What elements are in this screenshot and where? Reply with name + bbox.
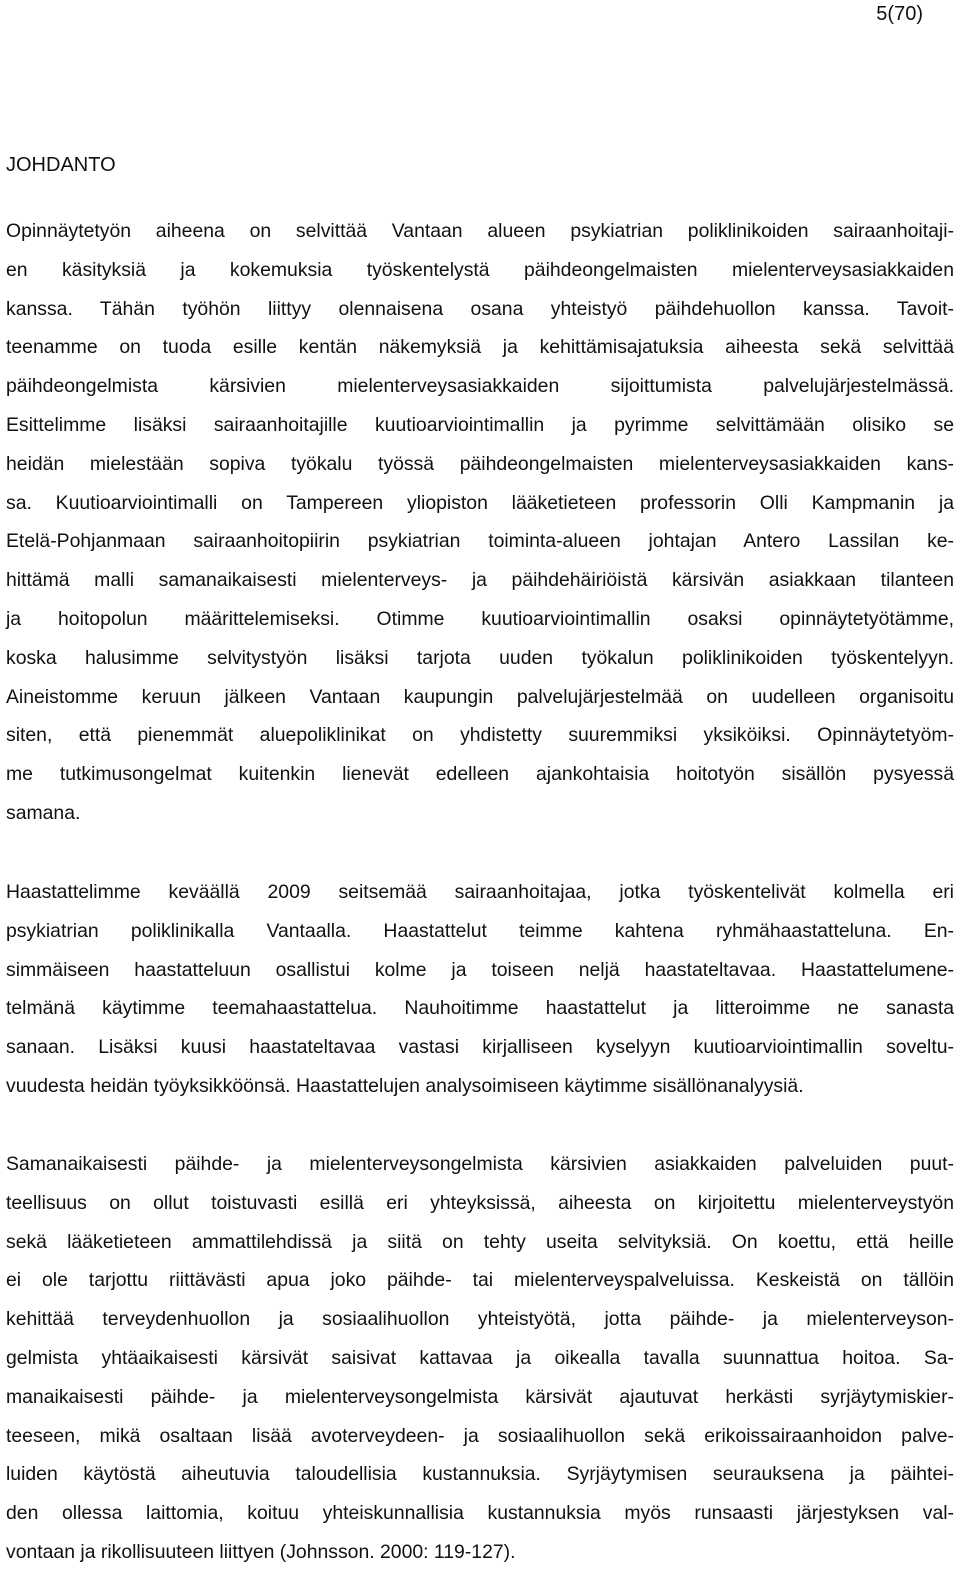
text-line: Etelä-Pohjanmaan sairaanhoitopiirin psykiatrian toiminta-alueen johtajan Antero Lassilan ke- [6, 530, 954, 553]
text-line: vuudesta heidän työyksikköönsä. Haastattelujen analysoimiseen käytimme sisällönanalyysiä. [6, 1074, 804, 1097]
text-line: manaikaisesti päihde- ja mielenterveysongelmista kärsivät ajautuvat herkästi syrjäytymiskier- [6, 1385, 954, 1408]
text-line: Esittelimme lisäksi sairaanhoitajille kuutioarviointimallin ja pyrimme selvittämään olisiko se [6, 413, 954, 436]
text-line: sanaan. Lisäksi kuusi haastateltavaa vastasi kirjalliseen kyselyyn kuutioarviointimallin soveltu- [6, 1036, 954, 1059]
section-heading: JOHDANTO [6, 154, 116, 176]
text-line: teenamme on tuoda esille kentän näkemyksiä ja kehittämisajatuksia aiheesta sekä selvittää [6, 336, 954, 359]
text-line: teeseen, mikä osaltaan lisää avoterveydeen- ja sosiaalihuollon sekä erikoissairaanhoidon palve- [6, 1424, 954, 1447]
text-line: Haastattelimme keväällä 2009 seitsemää sairaanhoitajaa, jotka työskentelivät kolmella eri [6, 881, 954, 903]
text-line: Opinnäytetyön aiheena on selvittää Vantaan alueen psykiatrian poliklinikoiden sairaanhoitaji- [6, 220, 954, 242]
text-line: gelmista yhtäaikaisesti kärsivät saisivat kattavaa ja oikealla tavalla suunnattua hoitoa. Sa- [6, 1346, 954, 1369]
text-line: telmänä käytimme teemahaastattelua. Nauhoitimme haastattelut ja litteroimme ne sanasta [6, 997, 954, 1020]
text-line: sekä lääketieteen ammattilehdissä ja siitä on tehty useita selvityksiä. On koettu, että heille [6, 1230, 954, 1253]
text-line: me tutkimusongelmat kuitenkin lienevät edelleen ajankohtaisia hoitotyön sisällön pysyessä [6, 763, 954, 786]
text-line: simmäiseen haastatteluun osallistui kolme ja toiseen neljä haastateltavaa. Haastattelumene- [6, 958, 954, 981]
text-line: siten, että pienemmät aluepoliklinikat on yhdistetty suuremmiksi yksiköiksi. Opinnäytetyöm- [6, 724, 954, 747]
text-line: kanssa. Tähän työhön liittyy olennaisena osana yhteistyö päihdehuollon kanssa. Tavoit- [6, 297, 954, 320]
text-line: en käsityksiä ja kokemuksia työskentelystä päihdeongelmaisten mielenterveysasiakkaiden [6, 258, 954, 281]
text-line: heidän mielestään sopiva työkalu työssä päihdeongelmaisten mielenterveysasiakkaiden kans- [6, 452, 954, 475]
page-number: 5(70) [876, 3, 923, 25]
text-line: kehittää terveydenhuollon ja sosiaalihuollon yhteistyötä, jotta päihde- ja mielenterveyson- [6, 1308, 954, 1331]
text-line: ei ole tarjottu riittävästi apua joko päihde- tai mielenterveyspalveluissa. Keskeistä on tällöin [6, 1269, 954, 1292]
text-line: teellisuus on ollut toistuvasti esillä eri yhteyksissä, aiheesta on kirjoitettu mielenterveystyön [6, 1191, 954, 1214]
text-line: hittämä malli samanaikaisesti mielenterveys- ja päihdehäiriöistä kärsivän asiakkaan tilanteen [6, 569, 954, 592]
text-line: ja hoitopolun määrittelemiseksi. Otimme kuutioarviointimallin osaksi opinnäytetyötämme, [6, 607, 954, 630]
text-line: luiden käytöstä aiheutuvia taloudellisia kustannuksia. Syrjäytymisen seurauksena ja päihtei- [6, 1463, 954, 1486]
text-line: den ollessa laittomia, koituu yhteiskunnallisia kustannuksia myös runsaasti järjestyksen val- [6, 1502, 954, 1525]
text-line: päihdeongelmista kärsivien mielenterveysasiakkaiden sijoittumista palvelujärjestelmässä. [6, 375, 954, 398]
paragraph-methods [6, 873, 954, 1106]
text-line: Aineistomme keruun jälkeen Vantaan kaupungin palvelujärjestelmää on uudelleen organisoitu [6, 685, 954, 708]
text-line: Samanaikaisesti päihde- ja mielenterveysongelmista kärsivien asiakkaiden palveluiden puut- [6, 1153, 954, 1175]
paragraph-introduction [6, 212, 954, 833]
text-line: psykiatrian poliklinikalla Vantaalla. Haastattelut teimme kahtena ryhmähaastatteluna. En- [6, 919, 954, 942]
paragraph-background [6, 1145, 954, 1572]
text-line: sa. Kuutioarviointimalli on Tampereen yliopiston lääketieteen professorin Olli Kampmanin ja [6, 491, 954, 514]
text-line: vontaan ja rikollisuuteen liittyen (Johnsson. 2000: 119-127). [6, 1540, 516, 1563]
text-line: koska halusimme selvitystyön lisäksi tarjota uuden työkalun poliklinikoiden työskentelyyn. [6, 646, 954, 669]
text-line: samana. [6, 801, 81, 824]
